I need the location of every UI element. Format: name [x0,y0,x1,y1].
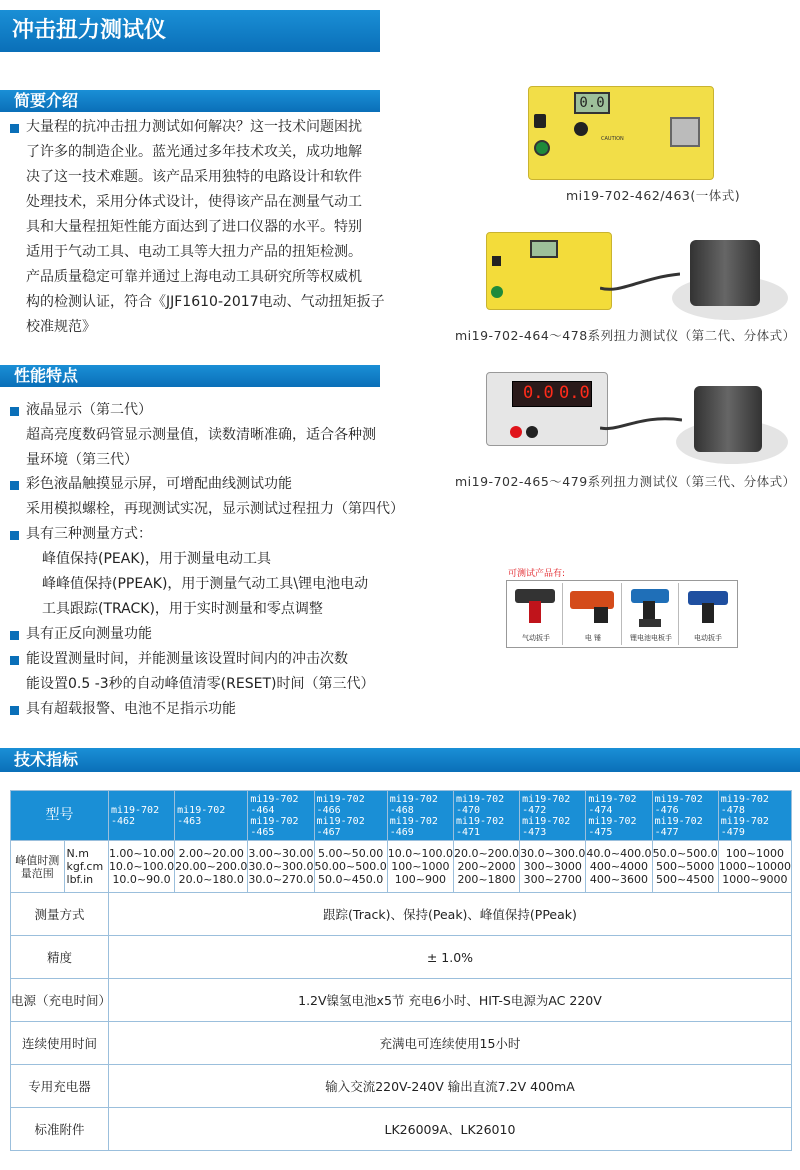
tool-label: 电动扳手 [694,634,722,642]
tool-label: 电 锤 [584,634,602,642]
model-cell: mi19-702 -478 mi19-702 -479 [718,791,791,841]
row-label: 精度 [11,936,109,979]
feature-detail: 采用模拟螺栓，再现测试实况，显示测试过程扭力（第四代） [26,501,404,517]
tool-label: 气动扳手 [522,634,550,642]
range-cell: 100~1000 1000~10000 1000~9000 [718,841,791,893]
model-cell: mi19-702 -474 mi19-702 -475 [586,791,652,841]
model-header: 型号 [11,791,109,841]
section-intro-heading: 简要介绍 [0,90,380,112]
handle-icon [529,601,541,623]
intro-line: 决了这一技术难题。该产品采用独特的电路设计和软件 [26,169,362,185]
bullet-icon [10,656,19,665]
battery-icon [639,619,661,627]
handle-icon [702,603,714,623]
table-row [11,1022,792,1065]
bullet-icon [10,481,19,490]
intro-line: 了许多的制造企业。蓝光通过多年技术攻关，成功地解 [26,144,362,160]
range-cell: 3.00~30.00 30.0~300.0 30.0~270.0 [248,841,314,893]
feature-detail: 量环境（第三代） [26,452,138,468]
feature-detail: 峰值保持(PEAK)，用于测量电动工具 [42,551,271,567]
handle-icon [594,607,608,623]
tools-title: 可测试产品有: [508,569,566,579]
square-drive-icon [670,117,700,147]
row-value: LK26009A、LK26010 [108,1108,791,1151]
section-specs-heading: 技术指标 [0,748,800,772]
tool-hammer-drill [564,583,622,645]
model-cell: mi19-702 -462 [108,791,174,841]
page-title: 冲击扭力测试仪 [0,10,380,52]
range-cell: 5.00~50.00 50.00~500.0 50.0~450.0 [314,841,387,893]
row-value: 充满电可连续使用15小时 [108,1022,791,1065]
range-cell: 20.0~200.0 200~2000 200~1800 [453,841,519,893]
row-label: 标准附件 [11,1108,109,1151]
model-cell: mi19-702 -470 mi19-702 -471 [453,791,519,841]
feature-detail: 能设置0.5 -3秒的自动峰值清零(RESET)时间（第三代） [26,676,375,692]
led-value-1: 0.0 [523,383,554,403]
caution-label: CAUTION [601,136,624,142]
power-switch-icon [534,114,546,128]
table-row-models [11,791,792,841]
model-cell: mi19-702 -472 mi19-702 -473 [520,791,586,841]
caption-gen2: mi19-702-464～478系列扭力测试仪（第二代、分体式） [455,328,796,343]
caption-integrated: mi19-702-462/463(一体式) [566,188,741,203]
row-value: 输入交流220V-240V 输出直流7.2V 400mA [108,1065,791,1108]
section-features-heading: 性能特点 [0,365,380,387]
intro-line: 产品质量稳定可靠并通过上海电动工具研究所等权威机 [26,269,362,285]
feature-detail: 工具跟踪(TRACK)，用于实时测量和零点调整 [42,601,323,617]
row-label: 电源（充电时间） [11,979,109,1022]
red-button-icon [510,426,522,438]
model-cell: mi19-702 -466 mi19-702 -467 [314,791,387,841]
lcd-display-icon [530,240,558,258]
table-row [11,1108,792,1151]
power-switch-icon [492,256,501,266]
lcd-display: 0.0 [574,92,610,114]
led-value-2: 0.0 [559,383,590,403]
intro-line: 处理技术，采用分体式设计，使得该产品在测量气动工 [26,194,362,210]
row-label: 连续使用时间 [11,1022,109,1065]
range-cell: 2.00~20.00 20.00~200.0 20.0~180.0 [175,841,248,893]
range-cell: 1.00~10.00 10.0~100.0 10.0~90.0 [108,841,174,893]
intro-line: 适用于气动工具、电动工具等大扭力产品的扭矩检测。 [26,244,362,260]
range-cell: 30.0~300.0 300~3000 300~2700 [520,841,586,893]
tool-electric-wrench [680,583,736,645]
model-cell: mi19-702 -464 mi19-702 -465 [248,791,314,841]
zero-knob-icon [574,122,588,136]
tool-lithium-wrench [623,583,679,645]
caption-gen3: mi19-702-465～479系列扭力测试仪（第三代、分体式） [455,474,796,489]
row-label: 专用充电器 [11,1065,109,1108]
model-cell: mi19-702 -476 mi19-702 -477 [652,791,718,841]
intro-line: 具和大量程扭矩性能方面达到了进口仪器的水平。特别 [26,219,362,235]
tool-pneumatic-wrench [509,583,563,645]
table-row [11,1065,792,1108]
feature-detail: 超高亮度数码管显示测量值，读数清晰准确，适合各种测 [26,427,376,443]
bullet-icon [10,407,19,416]
model-cell: mi19-702 -463 [175,791,248,841]
bullet-icon [10,706,19,715]
range-cell: 40.0~400.0 400~4000 400~3600 [586,841,652,893]
table-row [11,893,792,936]
row-value: 1.2V镍氢电池x5节 充电6小时、HIT-S电源为AC 220V [108,979,791,1022]
spec-table [10,790,792,1151]
feature-detail: 峰峰值保持(PPEAK)，用于测量气动工具\锂电池电动 [42,576,369,592]
handle-icon [643,601,655,619]
bullet-icon [10,531,19,540]
table-row [11,936,792,979]
feature-item: 能设置测量时间，并能测量该设置时间内的冲击次数 [26,651,348,667]
row-value: ± 1.0% [108,936,791,979]
cable-icon [600,264,680,304]
feature-item: 具有正反向测量功能 [26,626,152,642]
reset-button-icon [491,286,503,298]
reset-button-icon [534,140,550,156]
row-label: 测量方式 [11,893,109,936]
intro-line: 大量程的抗冲击扭力测试如何解决？这一技术问题困扰 [26,119,362,135]
range-cell: 50.0~500.0 500~5000 500~4500 [652,841,718,893]
range-cell: 10.0~100.0 100~1000 100~900 [387,841,453,893]
knob-icon [526,426,538,438]
feature-item: 液晶显示（第二代） [26,402,152,418]
intro-line: 校准规范》 [26,319,96,335]
row-value: 跟踪(Track)、保持(Peak)、峰值保持(PPeak) [108,893,791,936]
feature-item: 具有超载报警、电池不足指示功能 [26,701,236,717]
units-cell: N.m kgf.cm lbf.in [64,841,108,893]
table-row [11,979,792,1022]
intro-line: 构的检测认证，符合《JJF1610-2017电动、气动扭矩扳子 [26,294,385,310]
led-display [512,381,592,407]
tool-label: 锂电池电板手 [630,634,672,642]
feature-item: 彩色液晶触摸显示屏，可增配曲线测试功能 [26,476,292,492]
sensor-body-icon [694,386,762,452]
sensor-body-icon [690,240,760,306]
bullet-icon [10,631,19,640]
bullet-icon [10,124,19,133]
range-label: 峰值时测量范围 [11,841,65,893]
table-row-range [11,841,792,893]
cable-icon [600,410,682,444]
model-cell: mi19-702 -468 mi19-702 -469 [387,791,453,841]
feature-item: 具有三种测量方式： [26,526,152,542]
